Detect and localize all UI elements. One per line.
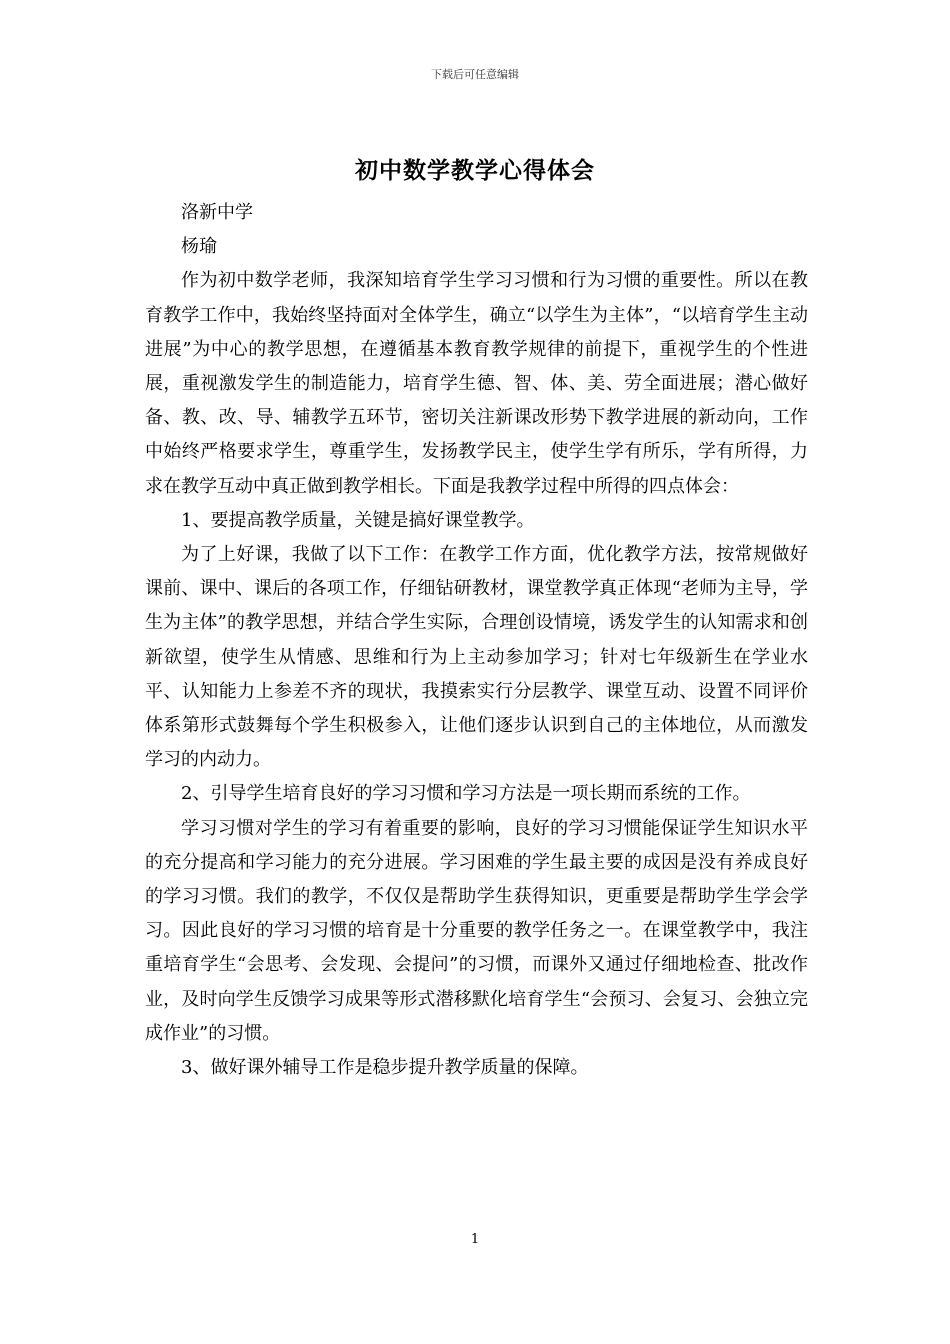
- paragraph-point-1-detail: 为了上好课，我做了以下工作：在教学工作方面，优化教学方法，按常规做好课前、课中、课后的各项工作，仔细钻研教材，课堂教学真正体现“老师为主导，学生为主体”的教学思想，并结合学生实际，合理创设情境，诱发学生的认知需求和创新欲望，使学生从情感、思维和行为上主动参加学习；针对七年级新生在学业水平、认知能力上参差不齐的现状，我摸索实行分层教学、课堂互动、设置不同评价体系第形式鼓舞每个学生积极参入，让他们逐步认识到自己的主体地位，从而激发学习的内动力。: [145, 544, 808, 771]
- paragraph-intro: 作为初中数学老师，我深知培育学生学习习惯和行为习惯的重要性。所以在教育教学工作中，我始终坚持面对全体学生，确立“以学生为主体”，“以培育学生主动进展”为中心的教学思想，在遵循基本教育教学规律的前提下，重视学生的个性进展，重视激发学生的制造能力，培育学生德、智、体、美、劳全面进展；潜心做好备、教、改、导、辅教学五环节，密切关注新课改形势下教学进展的新动向，工作中始终严格要求学生，尊重学生，发扬教学民主，使学生学有所乐，学有所得，力求在教学互动中真正做到教学相长。下面是我教学过程中所得的四点体会：: [145, 270, 808, 497]
- school-line: 洛新中学: [181, 202, 253, 223]
- page-header-note: 下载后可任意编辑: [431, 68, 519, 81]
- page-number: 1: [470, 1232, 480, 1247]
- paragraph-point-3: 3、做好课外辅导工作是稳步提升教学质量的保障。: [181, 1057, 589, 1079]
- paragraph-point-1: 1、要提高教学质量，关键是搞好课堂教学。: [181, 509, 535, 531]
- paragraph-point-2-detail: 学习习惯对学生的学习有着重要的影响，良好的学习习惯能保证学生知识水平的充分提高和学习能力的充分进展。学习困难的学生最主要的成因是没有养成良好的学习习惯。我们的教学，不仅仅是帮助学生获得知识，更重要是帮助学生学会学习。因此良好的学习习惯的培育是十分重要的教学任务之一。在课堂教学中，我注重培育学生“会思考、会发现、会提问”的习惯，而课外又通过仔细地检查、批改作业，及时向学生反馈学习成果等形式潜移默化培育学生“会预习、会复习、会独立完成作业”的习惯。: [145, 817, 808, 1044]
- document-body: [145, 196, 808, 1085]
- paragraph-point-2: 2、引导学生培育良好的学习习惯和学习方法是一项长期而系统的工作。: [181, 783, 751, 805]
- document-title: 初中数学教学心得体会: [355, 157, 595, 184]
- author-line: 杨瑜: [181, 236, 217, 258]
